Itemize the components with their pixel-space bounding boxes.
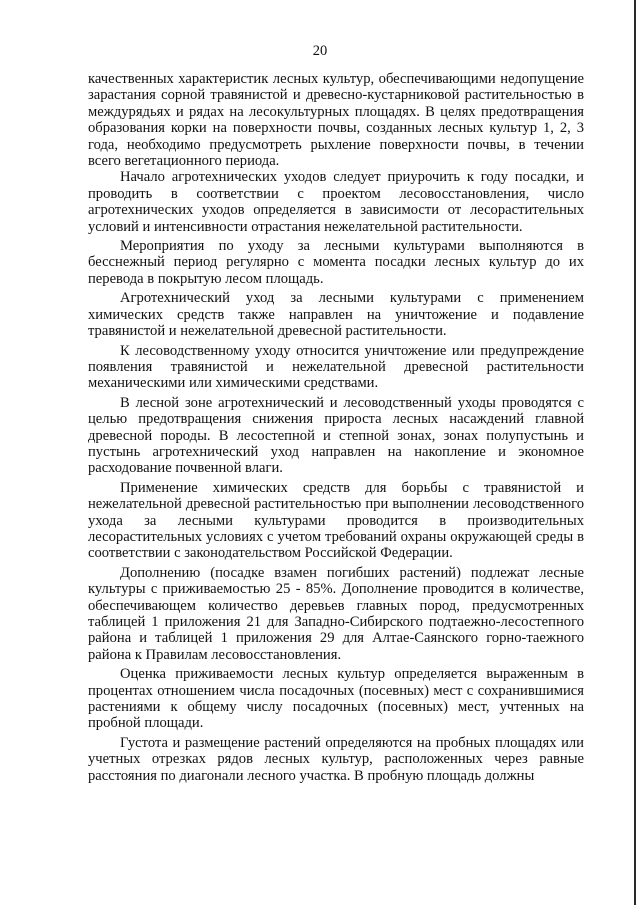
paragraph-5: К лесоводственному уходу относится уничтожение или предупреждение появления травянистой и нежелательной древесной растительности механическими или химическими средствами. [88, 342, 584, 392]
paragraph-6: В лесной зоне агротехнический и лесоводственный уходы проводятся с целью предотвращения снижения прироста лесных насаждений главной древесной породы. В лесостепной и степной зонах, зонах полупустынь и пустынь агротехнический уход направлен на накопление и экономное расходование почвенной влаги. [88, 394, 584, 477]
paragraph-7: Применение химических средств для борьбы с травянистой и нежелательной древесной растительностью при выполнении лесоводственного ухода за лесными культурами проводится в производительных лесорастительных условиях с учетом требований охраны окружающей среды в соответствии с законодательством Российской Федерации. [88, 479, 584, 562]
page-edge-shadow [634, 0, 636, 905]
paragraph-1: качественных характеристик лесных культур, обеспечивающими недопущение зарастания сорной травянистой и древесно-кустарниковой растительностью в междурядьях и рядах на лесокультурных площадях. В целях предотвращения образования корки на поверхности почвы, созданных лесных культур 1, 2, 3 года, необходимо предусмотреть рыхление поверхности почвы, в течении всего вегетационного периода. [88, 71, 584, 170]
page-number: 20 [312, 43, 328, 59]
paragraph-2: Начало агротехнических уходов следует приурочить к году посадки, и проводить в соответствии с проектом лесовосстановления, число агротехнических уходов определяется в зависимости от лесорастительных условий и интенсивности отрастания нежелательной растительности. [88, 169, 584, 235]
paragraph-3: Мероприятия по уходу за лесными культурами выполняются в бесснежный период регулярно с момента посадки лесных культур до их перевода в покрытую лесом площадь. [88, 238, 584, 287]
paragraph-4: Агротехнический уход за лесными культурами с применением химических средств также направлен на уничтожение и подавление травянистой и нежелательной древесной растительности. [88, 290, 584, 340]
paragraph-8: Дополнению (посадке взамен погибших растений) подлежат лесные культуры с приживаемостью 25 - 85%. Дополнение проводится в количестве, обеспечивающем количество деревьев главных пород, предусмотренных таблицей 1 приложения 21 для Западно-Сибирского подтаежно-лесостепного района и таблицей 1 приложения 29 для Алтае-Саянского горно-таежного района к Правилам лесовосстановления. [88, 564, 584, 663]
paragraph-9: Оценка приживаемости лесных культур определяется выраженным в процентах отношением числа посадочных (посевных) мест с сохранившимися растениями к общему числу посадочных (посевных) мест, учтенных на пробной площади. [88, 666, 584, 732]
paragraph-10: Густота и размещение растений определяются на пробных площадях или учетных отрезках рядов лесных культур, расположенных через равные расстояния по диагонали лесного участка. В пробную площадь должны [88, 734, 584, 784]
document-body [88, 71, 584, 784]
